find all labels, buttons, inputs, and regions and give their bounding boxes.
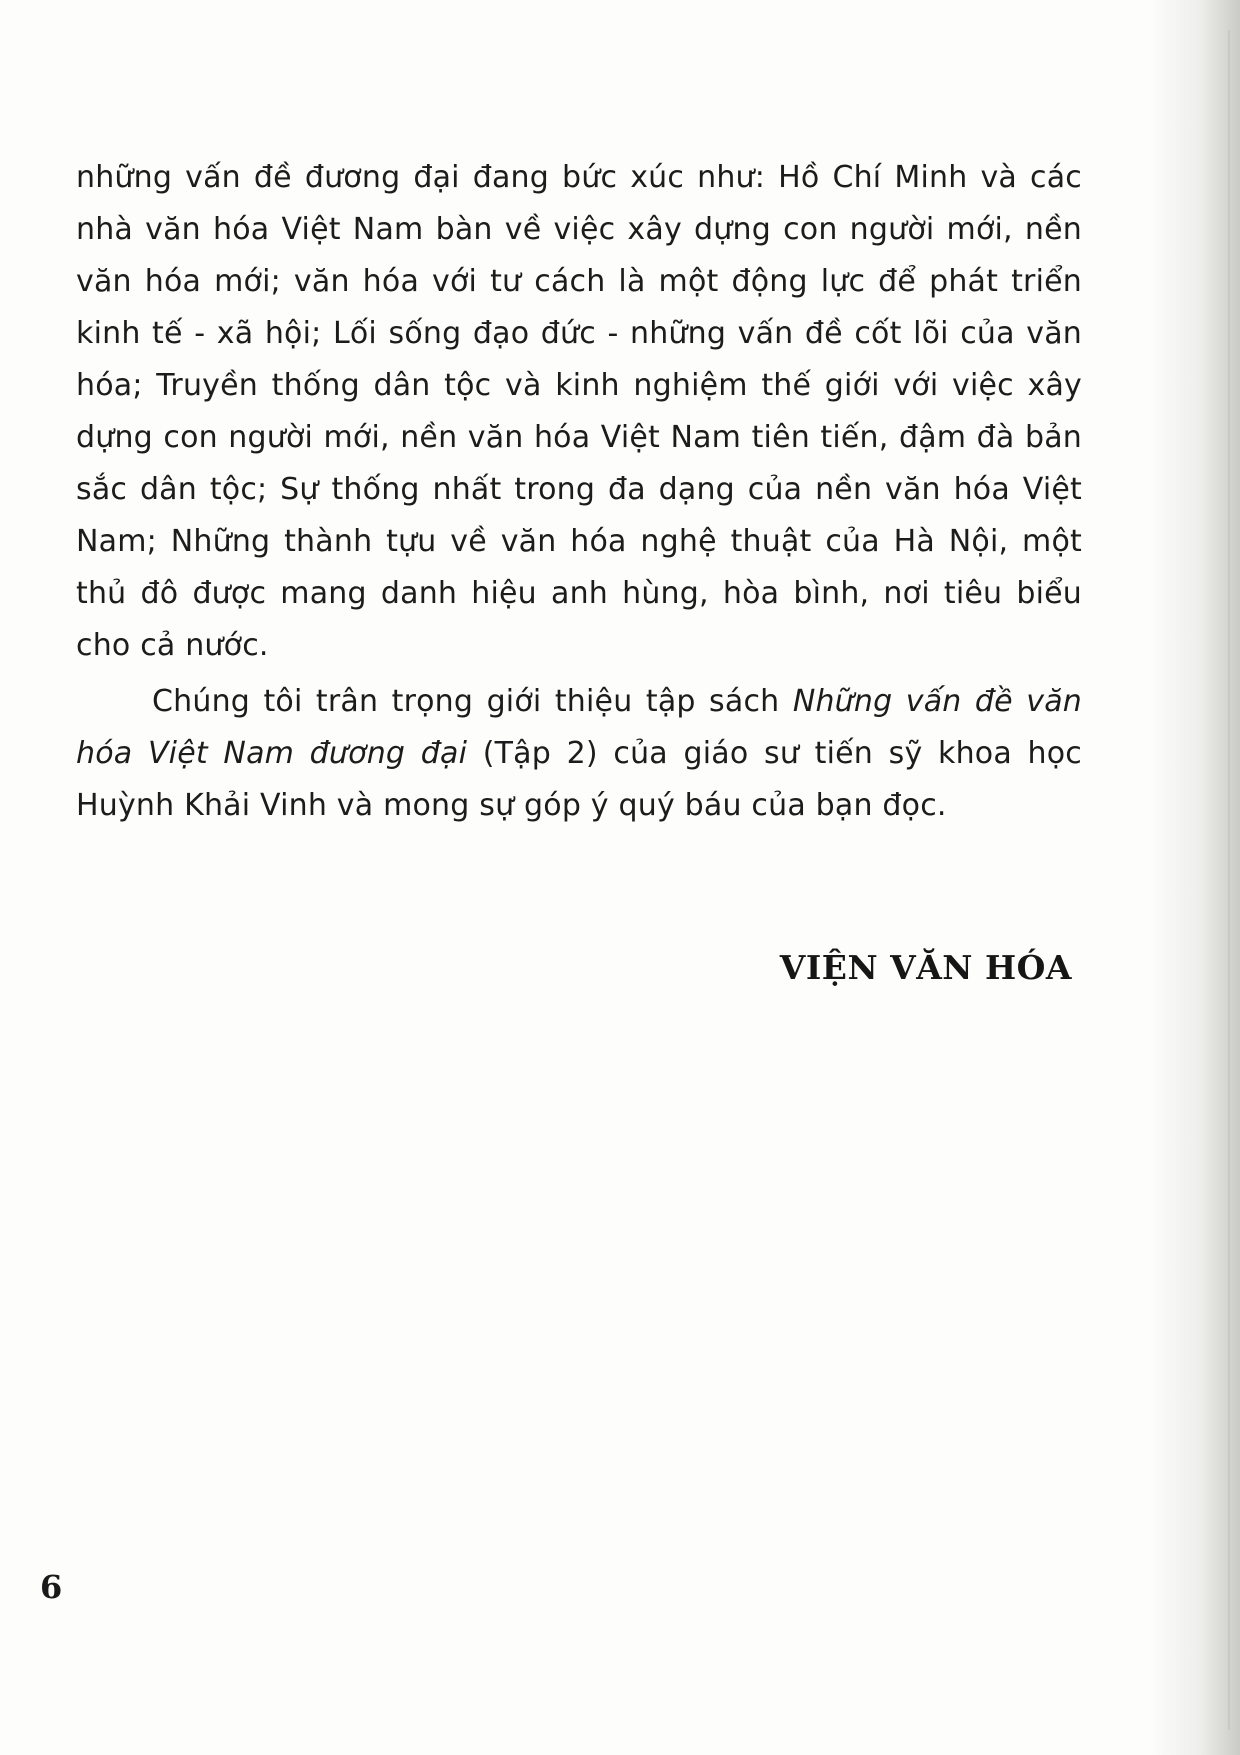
page-number: 6	[40, 1568, 63, 1606]
body-text	[76, 152, 1082, 832]
paragraph-2	[76, 676, 1082, 832]
paragraph-2-rest: (Tập 2) của giáo sư tiến sỹ khoa học Huỳnh Khải Vinh và mong sự góp ý quý báu của bạn đọc.	[76, 736, 1082, 823]
page-edge-shadow	[1150, 0, 1240, 1755]
paragraph-1: những vấn đề đương đại đang bức xúc như: Hồ Chí Minh và các nhà văn hóa Việt Nam bàn về việc xây dựng con người mới, nền văn hóa mới; văn hóa với tư cách là một động lực để phát triển kinh tế - xã hội; Lối sống đạo đức - những vấn đề cốt lõi của văn hóa; Truyền thống dân tộc và kinh nghiệm thế giới với việc xây dựng con người mới, nền văn hóa Việt Nam tiên tiến, đậm đà bản sắc dân tộc; Sự thống nhất trong đa dạng của nền văn hóa Việt Nam; Những thành tựu về văn hóa nghệ thuật của Hà Nội, một thủ đô được mang danh hiệu anh hùng, hòa bình, nơi tiêu biểu cho cả nước.	[76, 160, 1082, 663]
paragraph-2-intro: Chúng tôi trân trọng giới thiệu tập sách	[152, 684, 793, 719]
signature: VIỆN VĂN HÓA	[779, 948, 1072, 987]
book-title: Những vấn đề văn hóa Việt Nam đương đại	[76, 684, 1082, 771]
page-edge-line	[1228, 30, 1230, 1730]
